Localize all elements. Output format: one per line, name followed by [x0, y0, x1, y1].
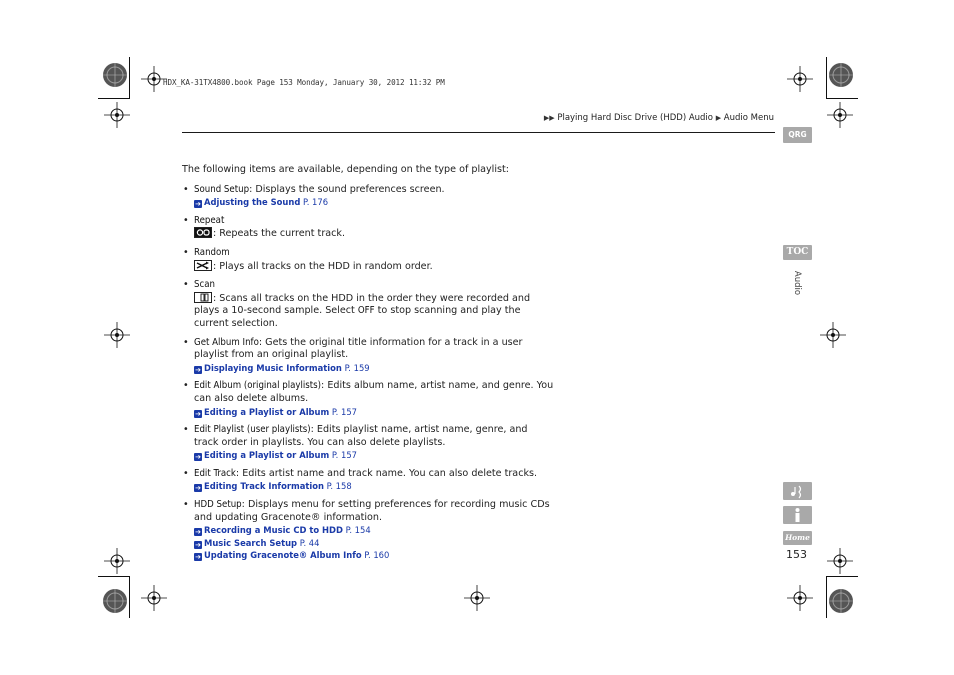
bullet: •: [183, 183, 189, 195]
scan-icon: [194, 292, 212, 303]
list-item: [182, 184, 554, 209]
breadcrumb-current-audio-menu: Audio Menu: [723, 113, 774, 123]
link-arrow-icon: ➔: [195, 484, 201, 493]
item-term: Scan: [194, 279, 215, 291]
crosshair-mark: [820, 322, 846, 348]
registration-mark-bottom-right: [826, 586, 856, 616]
link-arrow-icon: ➔: [195, 528, 201, 537]
intro-text: The following items are available, depending on the type of playlist:: [182, 164, 510, 175]
cross-reference-link[interactable]: ➔ Editing Track Information P. 158: [195, 481, 352, 493]
list-item: [182, 279, 554, 330]
item-desc: : Edits playlist name, artist name, genre, and track order in playlists. You can also delete playlists.: [194, 424, 528, 448]
registration-mark-top-right: [826, 60, 856, 90]
home-button[interactable]: Home: [783, 531, 812, 545]
link-arrow-icon: ➔: [195, 540, 201, 549]
list-item: [182, 380, 554, 418]
breadcrumb: [544, 113, 774, 123]
link-arrow-icon: ➔: [195, 553, 201, 562]
item-term: HDD Setup: [194, 499, 242, 511]
cross-reference-link[interactable]: ➔ Displaying Music Information P. 159: [195, 362, 370, 374]
repeat-icon: [194, 227, 212, 238]
cross-reference-link[interactable]: ➔ Music Search Setup P. 44: [195, 537, 320, 549]
crosshair-mark: [827, 548, 853, 574]
list-item: [182, 424, 554, 462]
bullet: •: [183, 424, 189, 436]
item-term: Random: [194, 246, 230, 258]
item-term: Repeat: [194, 214, 225, 226]
crosshair-mark: [104, 102, 130, 128]
item-desc: : Scans all tracks on the HDD in the order they were recorded and plays a 10-second sample. Select: [194, 292, 531, 317]
info-icon: [783, 506, 812, 524]
voice-command-button[interactable]: [783, 482, 812, 500]
item-desc: : Repeats the current track.: [213, 228, 346, 240]
crosshair-mark: [787, 585, 813, 611]
list-item: [182, 247, 554, 273]
cross-reference-link[interactable]: ➔ Adjusting the Sound P. 176: [195, 197, 329, 209]
main-content: [182, 164, 554, 568]
item-desc-bold: OFF: [357, 305, 375, 317]
crosshair-mark: [141, 585, 167, 611]
bullet: •: [183, 499, 189, 511]
registration-mark-bottom-left: [100, 586, 130, 616]
list-item: [182, 337, 554, 375]
bullet: •: [183, 246, 189, 258]
link-arrow-icon: ➔: [195, 200, 201, 209]
cross-reference-link[interactable]: ➔ Editing a Playlist or Album P. 157: [195, 406, 357, 418]
header-rule: [182, 132, 775, 133]
item-term: Edit Album (original playlists): [194, 380, 322, 392]
cross-reference-link[interactable]: ➔ Editing a Playlist or Album P. 157: [195, 450, 357, 462]
book-file-line: HDX_KA-31TX4800.book Page 153 Monday, January 30, 2012 11:32 PM: [163, 78, 445, 87]
crosshair-mark: [464, 585, 490, 611]
bullet: •: [183, 214, 189, 226]
crosshair-mark: [104, 548, 130, 574]
bullet: •: [183, 336, 189, 348]
voice-command-icon: [783, 482, 812, 500]
item-term: Get Album Info: [194, 336, 259, 348]
item-term: Sound Setup: [194, 183, 250, 195]
crosshair-mark: [827, 102, 853, 128]
breadcrumb-arrow-icon: ▶▶: [543, 114, 555, 122]
index-button[interactable]: [783, 506, 812, 524]
registration-mark-top-left: [100, 60, 130, 90]
item-term: Edit Playlist (user playlists): [194, 424, 311, 436]
shuffle-icon: [194, 260, 212, 271]
item-desc: : Displays the sound preferences screen.: [249, 183, 445, 195]
breadcrumb-link-hdd-audio[interactable]: Playing Hard Disc Drive (HDD) Audio: [557, 113, 713, 123]
item-desc: : Edits artist name and track name. You can also delete tracks.: [235, 467, 538, 479]
cross-reference-link[interactable]: ➔ Recording a Music CD to HDD P. 154: [195, 525, 371, 537]
item-desc-tail: to stop scanning and play the current selection.: [194, 305, 521, 329]
crosshair-mark: [787, 66, 813, 92]
bullet: •: [183, 279, 189, 291]
list-item: [182, 468, 554, 493]
list-item: [182, 499, 554, 562]
section-label-audio: Audio: [792, 270, 802, 296]
toc-button[interactable]: TOC: [783, 245, 812, 260]
item-desc: : Gets the original title information for a track in a user playlist from an original playlist.: [194, 336, 523, 361]
bullet: •: [183, 467, 189, 479]
bullet: •: [183, 380, 189, 392]
crosshair-mark: [104, 322, 130, 348]
qrg-button[interactable]: QRG: [783, 127, 812, 143]
breadcrumb-arrow-icon: ▶: [715, 114, 722, 122]
list-item: [182, 215, 554, 241]
cross-reference-link[interactable]: ➔ Updating Gracenote® Album Info P. 160: [195, 550, 390, 562]
item-desc: : Plays all tracks on the HDD in random order.: [213, 260, 433, 272]
page-number: 153: [786, 548, 807, 561]
link-arrow-icon: ➔: [195, 453, 201, 462]
item-term: Edit Track: [194, 467, 236, 479]
item-desc: : Edits album name, artist name, and genre. You can also delete albums.: [194, 380, 554, 404]
link-arrow-icon: ➔: [195, 409, 201, 418]
link-arrow-icon: ➔: [195, 365, 201, 374]
item-desc: : Displays menu for setting preferences for recording music CDs and updating Gracenote® information.: [194, 499, 550, 523]
